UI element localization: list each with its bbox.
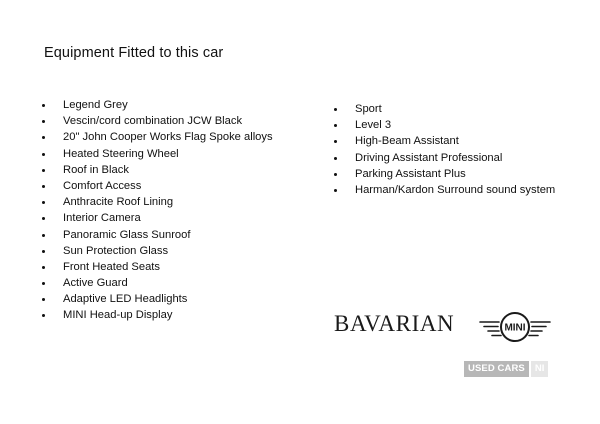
mini-wings-logo-icon — [478, 310, 552, 344]
used-cars-suffix: NI — [531, 361, 549, 377]
equipment-item-label: Vescin/cord combination JCW Black — [63, 115, 243, 128]
equipment-list-item — [42, 129, 273, 145]
equipment-list-item — [42, 307, 273, 323]
equipment-list-item — [42, 162, 273, 178]
bullet-icon — [42, 298, 45, 301]
equipment-list-item — [334, 182, 555, 198]
equipment-item-label: Legend Grey — [63, 99, 128, 111]
bullet-icon — [42, 153, 45, 156]
equipment-list-item — [42, 259, 273, 275]
equipment-list-item — [334, 150, 555, 166]
bullet-icon — [334, 108, 337, 111]
equipment-list-item — [334, 101, 555, 117]
equipment-list-item — [42, 227, 273, 243]
equipment-list-item — [334, 166, 555, 182]
mini-logo-text: MINI — [504, 322, 526, 334]
equipment-item-label: Sport — [355, 103, 382, 115]
equipment-item-label: High-Beam Assistant — [355, 135, 459, 148]
equipment-list-item — [42, 275, 273, 291]
equipment-list-left — [42, 97, 273, 324]
equipment-item-label: Active Guard — [63, 277, 128, 290]
bullet-icon — [42, 282, 45, 285]
equipment-item-label: Parking Assistant Plus — [355, 167, 466, 180]
equipment-item-label: Level 3 — [355, 119, 392, 132]
bullet-icon — [42, 136, 45, 139]
equipment-item-label: Roof in Black — [63, 163, 129, 176]
page-title: Equipment Fitted to this car — [44, 45, 224, 61]
equipment-list-item — [42, 194, 273, 210]
equipment-item-label: Front Heated Seats — [63, 260, 161, 273]
used-cars-label: USED CARS — [464, 361, 529, 377]
bullet-icon — [42, 169, 45, 172]
equipment-list-item — [42, 243, 273, 259]
equipment-item-label: Interior Camera — [63, 212, 141, 225]
equipment-item-label: MINI Head-up Display — [63, 309, 173, 322]
bullet-icon — [42, 201, 45, 204]
bullet-icon — [334, 173, 337, 176]
equipment-item-label: Harman/Kardon Surround sound system — [355, 183, 556, 196]
dealer-name: BAVARIAN — [334, 311, 455, 336]
equipment-item-label: Adaptive LED Headlights — [63, 293, 188, 306]
equipment-item-label: 20" John Cooper Works Flag Spoke alloys — [63, 131, 273, 144]
used-cars-badge — [464, 361, 548, 377]
equipment-item-label: Anthracite Roof Lining — [63, 196, 174, 209]
equipment-list-item — [42, 291, 273, 307]
equipment-list-item — [334, 133, 555, 149]
dealer-branding — [334, 310, 554, 344]
bullet-icon — [42, 185, 45, 188]
equipment-list-item — [42, 210, 273, 226]
bullet-icon — [334, 189, 337, 192]
equipment-list-item — [42, 97, 273, 113]
bullet-icon — [42, 266, 45, 269]
bullet-icon — [42, 314, 45, 317]
bullet-icon — [42, 250, 45, 253]
equipment-list-item — [334, 117, 555, 133]
equipment-item-label: Driving Assistant Professional — [355, 151, 503, 164]
equipment-list-item — [42, 146, 273, 162]
bullet-icon — [334, 124, 337, 127]
equipment-item-label: Sun Protection Glass — [63, 244, 169, 257]
equipment-list-right — [334, 101, 555, 198]
equipment-item-label: Panoramic Glass Sunroof — [63, 228, 191, 241]
bullet-icon — [334, 140, 337, 143]
equipment-list-item — [42, 113, 273, 129]
equipment-item-label: Heated Steering Wheel — [63, 147, 179, 160]
equipment-item-label: Comfort Access — [63, 179, 142, 192]
equipment-list-item — [42, 178, 273, 194]
bullet-icon — [42, 234, 45, 237]
bullet-icon — [42, 104, 45, 107]
bullet-icon — [42, 217, 45, 220]
bullet-icon — [42, 120, 45, 123]
bullet-icon — [334, 157, 337, 160]
